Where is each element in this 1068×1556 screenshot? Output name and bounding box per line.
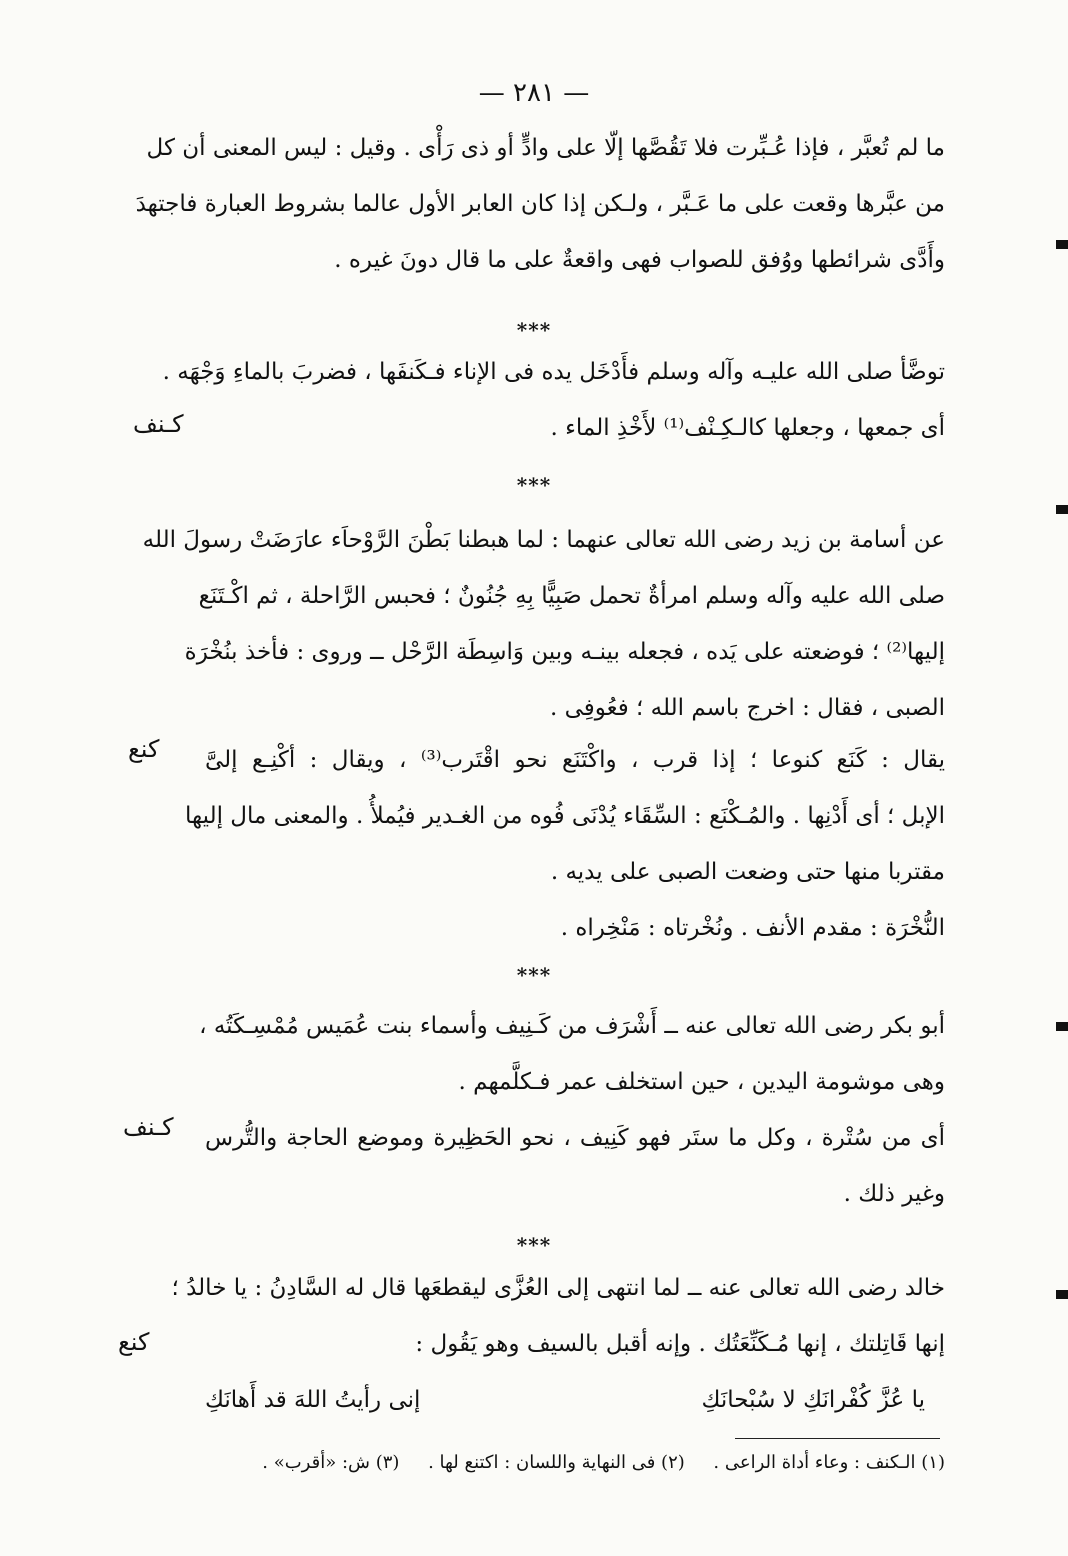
paragraph-kanif-explanation: [205, 1110, 945, 1222]
text-line: النُّخْرَة : مقدم الأنف . ونُخْرتاه : مَنْخِراه .: [560, 915, 945, 941]
text-line: وهى موشومة اليدين ، حين استخلف عمر فـكلَّمهم .: [458, 1069, 945, 1095]
section-divider: ***: [516, 473, 552, 497]
paragraph-abu-bakr-hadith: [199, 998, 945, 1110]
text-line: صلى الله عليه وآله وسلم امرأةٌ تحمل صَبِيًّا بِهِ جُنُونٌ ؛ فحبس الرَّاحلة ، ثم اكْـتَنَع: [198, 583, 945, 609]
paragraph-khalid-hadith: [171, 1260, 945, 1372]
text-line: خالد رضى الله تعالى عنه ــ لما انتهى إلى العُزَّى ليقطعَها قال له السَّادِنُ : يا خالدُ ؛: [171, 1275, 945, 1301]
text-line: وغير ذلك .: [843, 1181, 945, 1207]
text-line: ما لم تُعبَّر ، فإذا عُـبِّرت فلا تَقُصَّها إلّا على وادٍّ أو ذى رَأْى . وقيل : ليس المعنى أن كل: [146, 135, 945, 161]
text-line: توضَّأ صلى الله عليـه وآله وسلم فأَدْخَل يده فى الإناء فـكَنفَها ، فضربَ بالماءِ وَجْهَه .: [162, 359, 945, 385]
paragraph-kana-explanation: [185, 732, 945, 900]
margin-headword: كنع: [128, 735, 160, 763]
poetry-verse: [205, 1372, 925, 1428]
text-line: الصبى ، فقال : اخرج باسم الله ؛ فعُوفِى .: [549, 695, 945, 721]
footnote-1: (١) الـكنف : وعاء أداة الراعى .: [713, 1452, 945, 1473]
text-line: وأَدَّى شرائطها ووُفق للصواب فهى واقعةٌ على ما قال دونَ غيره .: [334, 247, 945, 273]
paragraph-nukhra-definition: [205, 900, 945, 956]
margin-headword: كـنف: [123, 1113, 174, 1141]
verse-first-hemistich: يا عُزَّ كُفْرانَكِ لا سُبْحانَكِ: [701, 1387, 925, 1413]
text-line: الإبل ؛ أى أَدْنِها . والمُـكْنَع : السِّقَاء يُدْنَى فُوه من الغـدير فيُملأُ . والمعنى مال إليها: [185, 803, 945, 829]
text-line: إليها⁽²⁾ ؛ فوضعته على يَده ، فجعله بينـه وبين وَاسِطَة الرَّحْل ــ وروى : فأخذ بنُخْرَة: [184, 639, 945, 665]
footnote-rule: [735, 1438, 940, 1439]
footnotes: [205, 1452, 945, 1473]
paragraph-usama-hadith: [142, 512, 945, 736]
text-line: أبو بكر رضى الله تعالى عنه ــ أَشْرَف من كَـنِيف وأسماء بنت عُمَيس مُمْسِـكَتُه ،: [199, 1013, 945, 1039]
margin-headword: كـنف: [133, 410, 184, 438]
section-divider: ***: [516, 963, 552, 987]
verse-second-hemistich: إنى رأيتُ اللهَ قد أَهانَكِ: [205, 1387, 421, 1413]
text-line: إنها قَاتِلتك ، إنها مُـكَنِّعَتُك . وإنه أقبل بالسيف وهو يَقُول :: [415, 1331, 945, 1357]
text-line: أى جمعها ، وجعلها كالـكِـنْف⁽¹⁾ لأَخْذِ الماء .: [550, 415, 945, 441]
binding-mark: [1056, 1022, 1068, 1031]
text-line: عن أسامة بن زيد رضى الله تعالى عنهما : لما هبطنا بَطْنَ الرَّوْحاَء عارَضَتْ رسولَ الله: [142, 527, 945, 553]
text-line: من عبَّرها وقعت على ما عَـبَّر ، ولـكن إذا كان العابر الأول عالما بشروط العبارة فاجتهدَ: [135, 191, 945, 217]
footnote-2: (٢) فى النهاية واللسان : اكتنع لها .: [428, 1452, 685, 1473]
text-line: أى من سُتْرة ، وكل ما ستَر فهو كَنِيف ، نحو الحَظِيرة وموضع الحاجة والتُّرس: [205, 1125, 945, 1151]
binding-mark: [1056, 240, 1068, 249]
paragraph-wudu-hadith: [162, 344, 945, 456]
binding-mark: [1056, 505, 1068, 514]
footnote-3: (٣) ش: «أقرب» .: [262, 1452, 400, 1473]
page-number: — ٢٨١ —: [478, 78, 590, 108]
section-divider: ***: [516, 318, 552, 342]
section-divider: ***: [516, 1233, 552, 1257]
binding-mark: [1056, 1290, 1068, 1299]
paragraph-dream-interpretation: [135, 120, 945, 288]
text-line: مقتربا منها حتى وضعت الصبى على يديه .: [550, 859, 945, 885]
text-line: يقال : كَنَع كنوعا ؛ إذا قرب ، واكْتَنَع نحو اقْتَرب⁽³⁾ ، ويقال : أكْنِـع إلىَّ: [205, 747, 945, 773]
margin-headword: كنع: [118, 1328, 150, 1356]
